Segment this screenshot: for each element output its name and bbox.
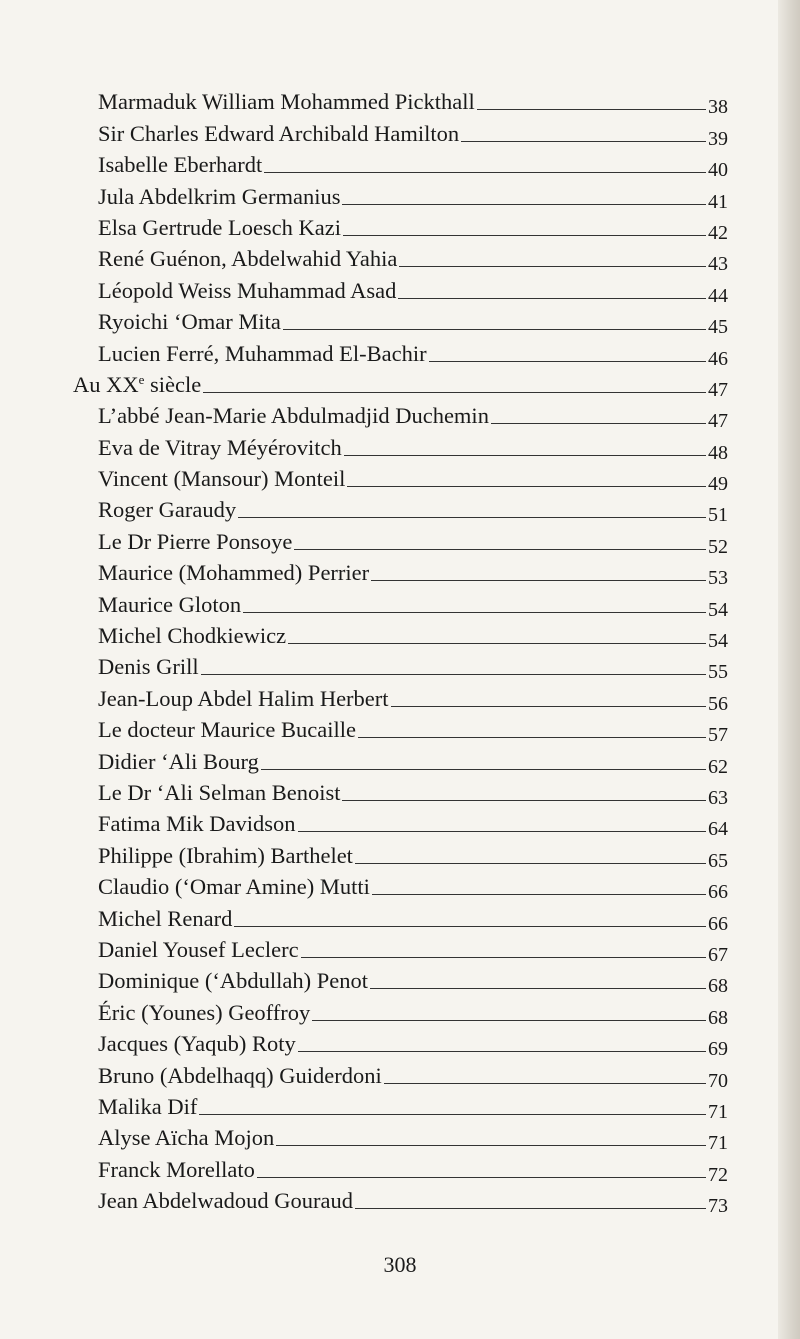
entry-page: 73	[708, 1195, 728, 1218]
entry-title: René Guénon, Abdelwahid Yahia	[98, 246, 398, 272]
entry-page: 49	[708, 473, 728, 496]
entry-page: 71	[708, 1132, 728, 1155]
dot-leader	[264, 171, 706, 173]
entry-page: 47	[708, 410, 728, 433]
entry-page: 66	[708, 881, 728, 904]
entry-title: Le Dr Pierre Ponsoye	[98, 528, 293, 554]
dot-leader	[199, 1113, 706, 1115]
entry-page: 56	[708, 692, 728, 715]
dot-leader	[372, 893, 706, 895]
toc-section-heading	[0, 367, 800, 401]
entry-page: 65	[708, 849, 728, 872]
toc-entry	[0, 900, 800, 935]
dot-leader	[398, 297, 706, 299]
entry-page: 57	[708, 724, 728, 747]
entry-title: Franck Morellato	[98, 1156, 255, 1182]
table-of-contents	[0, 84, 800, 1218]
entry-title: Maurice (Mohammed) Perrier	[98, 560, 370, 586]
dot-leader	[343, 234, 706, 236]
entry-page: 40	[708, 159, 728, 182]
toc-entry	[0, 743, 800, 778]
entry-page: 51	[708, 504, 728, 527]
entry-title: Isabelle Eberhardt	[98, 152, 263, 178]
entry-title: Éric (Younes) Geoffroy	[98, 999, 311, 1025]
dot-leader	[243, 611, 706, 613]
dot-leader	[347, 485, 706, 487]
entry-title: Le docteur Maurice Bucaille	[98, 717, 357, 743]
dot-leader	[342, 203, 706, 205]
toc-entry	[0, 963, 800, 998]
toc-entry	[0, 429, 800, 464]
section-title-sup: e	[138, 371, 145, 387]
entry-page: 38	[708, 96, 728, 119]
entry-page: 41	[708, 190, 728, 213]
toc-entry	[0, 806, 800, 841]
dot-leader	[384, 1082, 706, 1084]
toc-entry	[0, 115, 800, 150]
dot-leader	[276, 1144, 706, 1146]
toc-entry	[0, 461, 800, 496]
toc-entry	[0, 649, 800, 684]
entry-title: Bruno (Abdelhaqq) Guiderdoni	[98, 1062, 382, 1088]
dot-leader	[301, 956, 706, 958]
toc-entry	[0, 932, 800, 966]
entry-title: Jula Abdelkrim Germanius	[98, 183, 341, 209]
toc-entry	[0, 398, 800, 433]
entry-title: Ryoichi ‘Omar Mita	[98, 309, 281, 335]
toc-entry	[0, 586, 800, 621]
entry-page: 54	[708, 630, 728, 653]
dot-leader	[370, 987, 706, 989]
entry-title: Dominique (‘Abdullah) Penot	[98, 968, 368, 994]
entry-title: Sir Charles Edward Archibald Hamilton	[98, 120, 460, 146]
entry-title: Lucien Ferré, Muhammad El-Bachir	[98, 340, 427, 366]
entry-page: 47	[708, 378, 728, 401]
toc-entry	[0, 210, 800, 244]
dot-leader	[294, 548, 706, 550]
entry-page: 54	[708, 598, 728, 621]
entry-page: 53	[708, 567, 728, 590]
entry-title: Jacques (Yaqub) Roty	[98, 1031, 296, 1057]
entry-title: Michel Renard	[98, 905, 233, 931]
dot-leader	[391, 705, 706, 707]
entry-title: Le Dr ‘Ali Selman Benoist	[98, 779, 341, 805]
entry-title: Malika Dif	[98, 1093, 198, 1119]
toc-entry	[0, 335, 800, 370]
entry-title: Philippe (Ibrahim) Barthelet	[98, 842, 353, 868]
entry-page: 39	[708, 127, 728, 150]
entry-title: Maurice Gloton	[98, 591, 242, 617]
dot-leader	[288, 642, 706, 644]
entry-page: 44	[708, 284, 728, 307]
toc-entry	[0, 775, 800, 809]
entry-title: Marmaduk William Mohammed Pickthall	[98, 89, 475, 115]
dot-leader	[261, 768, 706, 770]
entry-page: 68	[708, 975, 728, 998]
entry-title: Jean-Loup Abdel Halim Herbert	[98, 685, 389, 711]
dot-leader	[201, 673, 706, 675]
dot-leader	[203, 391, 706, 393]
dot-leader	[429, 360, 706, 362]
dot-leader	[298, 830, 707, 832]
entry-page: 67	[708, 943, 728, 966]
entry-page: 43	[708, 253, 728, 276]
entry-title: Fatima Mik Davidson	[98, 811, 296, 837]
entry-page: 62	[708, 755, 728, 778]
entry-page: 55	[708, 661, 728, 684]
toc-entry	[0, 618, 800, 653]
section-title	[0, 371, 201, 398]
toc-entry	[0, 241, 800, 276]
dot-leader	[355, 1207, 706, 1209]
entry-page: 71	[708, 1100, 728, 1123]
entry-title: Didier ‘Ali Bourg	[98, 748, 259, 774]
entry-title: Claudio (‘Omar Amine) Mutti	[98, 874, 370, 900]
dot-leader	[238, 516, 706, 518]
dot-leader	[257, 1176, 706, 1178]
toc-entry	[0, 1151, 800, 1186]
dot-leader	[461, 140, 706, 142]
toc-entry	[0, 84, 800, 119]
page-number: 308	[383, 1252, 417, 1277]
toc-entry	[0, 272, 800, 307]
toc-entry	[0, 523, 800, 558]
dot-leader	[371, 579, 706, 581]
toc-entry	[0, 680, 800, 715]
dot-leader	[477, 108, 706, 110]
toc-entry	[0, 1183, 800, 1218]
entry-page: 69	[708, 1038, 728, 1061]
dot-leader	[298, 1050, 706, 1052]
toc-entry	[0, 1120, 800, 1155]
entry-page: 42	[708, 221, 728, 244]
entry-page: 52	[708, 535, 728, 558]
entry-title: Denis Grill	[98, 654, 199, 680]
dot-leader	[312, 1019, 706, 1021]
entry-page: 46	[708, 347, 728, 370]
toc-entry	[0, 178, 800, 213]
entry-page: 66	[708, 912, 728, 935]
dot-leader	[491, 422, 706, 424]
entry-page: 48	[708, 441, 728, 464]
entry-page: 45	[708, 316, 728, 339]
toc-entry	[0, 869, 800, 904]
entry-title: Jean Abdelwadoud Gouraud	[98, 1188, 353, 1214]
toc-entry	[0, 1057, 800, 1092]
entry-title: Eva de Vitray Méyérovitch	[98, 434, 342, 460]
dot-leader	[358, 736, 706, 738]
dot-leader	[283, 328, 706, 330]
entry-title: Michel Chodkiewicz	[98, 623, 287, 649]
entry-page: 72	[708, 1163, 728, 1186]
toc-entry	[0, 304, 800, 339]
entry-page: 70	[708, 1069, 728, 1092]
dot-leader	[234, 925, 706, 927]
section-title-suffix: siècle	[144, 371, 202, 397]
toc-entry	[0, 492, 800, 527]
entry-title: Léopold Weiss Muhammad Asad	[98, 277, 397, 303]
entry-title: Daniel Yousef Leclerc	[98, 936, 299, 962]
toc-entry	[0, 555, 800, 590]
entry-page: 68	[708, 1006, 728, 1029]
toc-entry	[0, 994, 800, 1029]
entry-page: 63	[708, 786, 728, 809]
toc-entry	[0, 837, 800, 872]
entry-title: L’abbé Jean-Marie Abdulmadjid Duchemin	[98, 403, 489, 429]
dot-leader	[342, 799, 706, 801]
entry-title: Elsa Gertrude Loesch Kazi	[98, 214, 342, 240]
entry-page: 64	[708, 818, 728, 841]
toc-entry	[0, 1026, 800, 1061]
toc-entry	[0, 712, 800, 747]
dot-leader	[399, 265, 706, 267]
dot-leader	[344, 454, 706, 456]
section-title-prefix: Au XX	[73, 371, 139, 397]
entry-title: Roger Garaudy	[98, 497, 237, 523]
entry-title: Vincent (Mansour) Monteil	[98, 466, 346, 492]
toc-entry	[0, 1089, 800, 1123]
dot-leader	[355, 862, 706, 864]
entry-title: Alyse Aïcha Mojon	[98, 1125, 275, 1151]
toc-entry	[0, 147, 800, 182]
